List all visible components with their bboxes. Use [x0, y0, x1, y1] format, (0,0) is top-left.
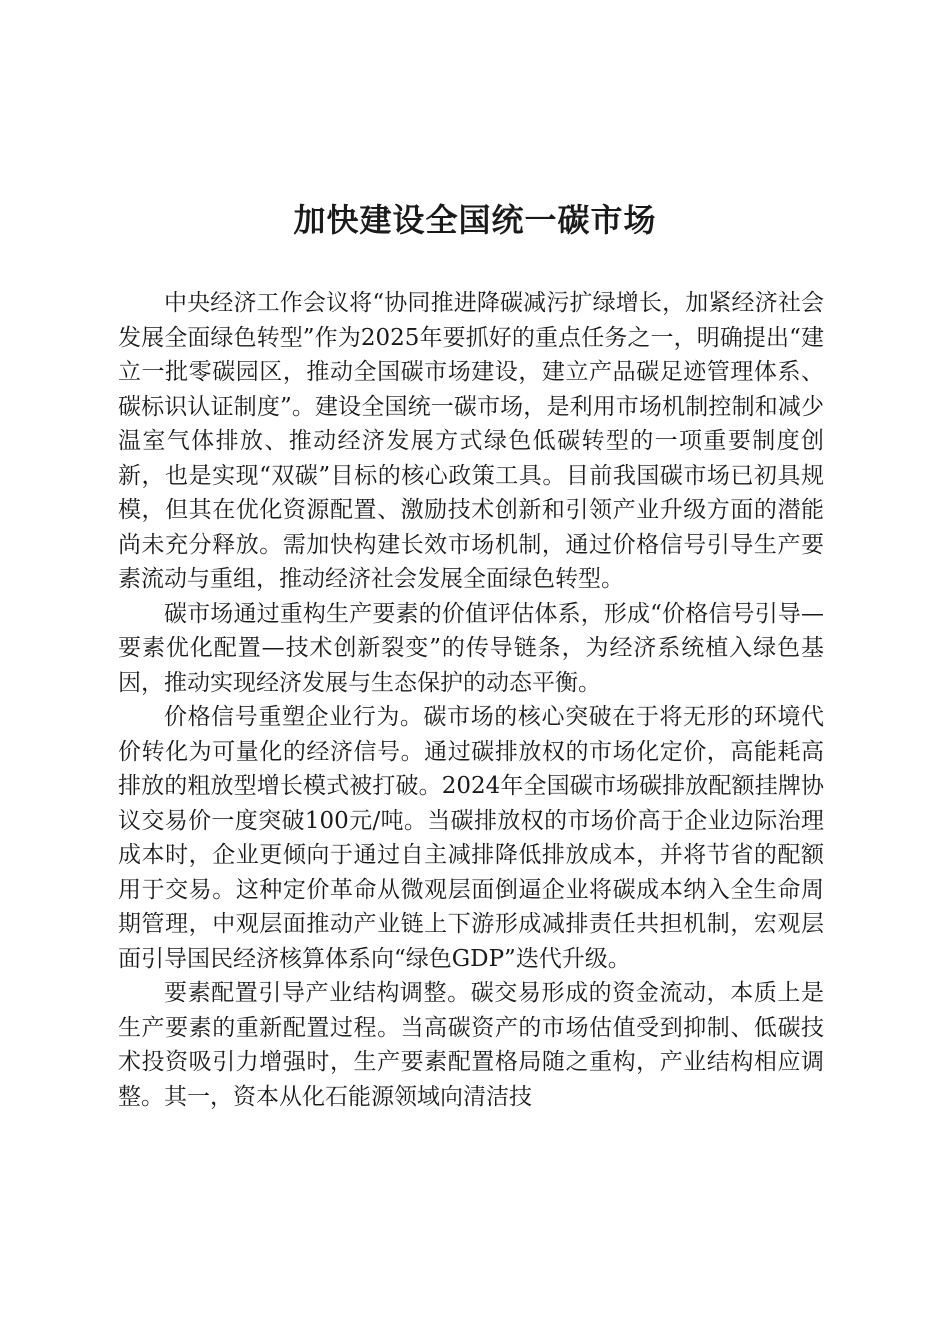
paragraph: 中央经济工作会议将“协同推进降碳减污扩绿增长，加紧经济社会发展全面绿色转型”作为2025年要抓好的重点任务之一，明确提出“建立一批零碳园区，推动全国碳市场建设，建立产品碳足迹管理体系、碳标识认证制度”。建设全国统一碳市场，是利用市场机制控制和减少温室气体排放、推动经济发展方式绿色低碳转型的一项重要制度创新，也是实现“双碳”目标的核心政策工具。目前我国碳市场已初具规模，但其在优化资源配置、激励技术创新和引领产业升级方面的潜能尚未充分释放。需加快构建长效市场机制，通过价格信号引导生产要素流动与重组，推动经济社会发展全面绿色转型。 [118, 290, 824, 592]
article-body [118, 286, 824, 1114]
paragraph: 碳市场通过重构生产要素的价值评估体系，形成“价格信号引导—要素优化配置—技术创新裂变”的传导链条，为经济系统植入绿色基因，推动实现经济发展与生态保护的动态平衡。 [118, 600, 824, 696]
article-title: 加快建设全国统一碳市场 [293, 201, 657, 239]
paragraph: 要素配置引导产业结构调整。碳交易形成的资金流动，本质上是生产要素的重新配置过程。当高碳资产的市场估值受到抑制、低碳技术投资吸引力增强时，生产要素配置格局随之重构，产业结构相应调整。其一，资本从化石能源领域向清洁技 [118, 980, 824, 1110]
paragraph: 价格信号重塑企业行为。碳市场的核心突破在于将无形的环境代价转化为可量化的经济信号。通过碳排放权的市场化定价，高能耗高排放的粗放型增长模式被打破。2024年全国碳市场碳排放配额挂牌协议交易价一度突破100元/吨。当碳排放权的市场价高于企业边际治理成本时，企业更倾向于通过自主减排降低排放成本，并将节省的配额用于交易。这种定价革命从微观层面倒逼企业将碳成本纳入全生命周期管理，中观层面推动产业链上下游形成减排责任共担机制，宏观层面引导国民经济核算体系向“绿色GDP”迭代升级。 [118, 704, 824, 972]
